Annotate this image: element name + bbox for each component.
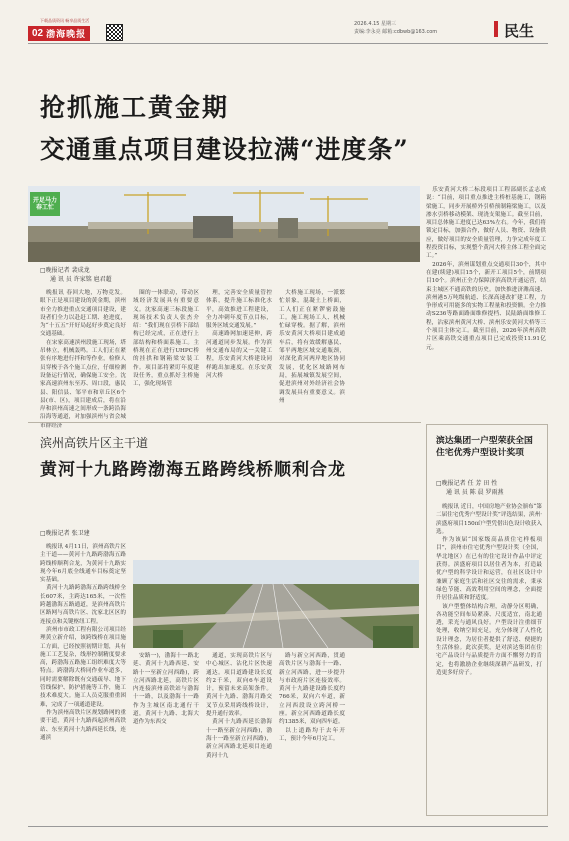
paragraph: 黄河十九路跨渤海五路跨线桥全长607米，主跨达165米，一次性跨越渤海五路通道，是滨州高铁片区路网与高铁片区、沈家北区区的连接点和关键枢纽工程。	[40, 585, 126, 625]
sidebar-byline	[436, 479, 544, 497]
lead-column-1	[40, 289, 126, 429]
paragraph: 以上道路均于去年开工，预计今年6月完工。	[279, 727, 345, 742]
section-title: 民生	[504, 22, 535, 40]
lead-byline	[40, 266, 128, 284]
second-column-1	[40, 543, 126, 815]
page-number-box	[28, 26, 90, 41]
sidebar-body	[436, 503, 542, 811]
paragraph: 在宋家高速滨州段施工现场，塔吊林立，机械轰鸣。工人们正在紧张有序地进行拌和等作业，检修人员穿梭于各个施工点位，仔细检测设备运行情况，确保施工安全。沈家高速滨州东至苏、周口段，惠民县、阳信县、邹平市和章丘区6个县(市、区)，项目建成后，将在沿岸和滨州高速之间形成一条跨沿海沿海等通道，对加强滨州与省会城市群经济	[40, 339, 126, 429]
newspaper-logo: 渤海晚报	[46, 30, 87, 40]
paragraph: 晚报讯 近日，中国房地产业协会颁布“第二届住宅优秀户型设计奖”评选结果，滨州·滨盛府项目150㎡户型凭借出色设计收获入选。	[436, 504, 542, 535]
lead-headline-2: 交通重点项目建设拉满“进度条”	[40, 135, 409, 164]
paragraph: 2026年，滨州谋划重点交通项目30个，其中在建(续建)项目15个，新开工项目5个，前期项目10个。滨州正全力保障济滨高铁开通运营，结束主城区不通高铁的历史。加快推进济潍高速、滨州港5万吨级航道、长深高速改扩建工程，力争形成可用能多的实物工程量和投资额。全力推动S236等路面路面维修提档、民陆路面维修工程，沾家滨州黄河大桥、滨州乐安黄河大桥等三个项目主体完工。截至目前，2026年滨州高铁片区乘高铁交通重点项目已完成投资11.91亿元。	[426, 261, 546, 351]
paragraph: 晚报讯 春回大地，万物竞发。眼下正是项目建设的黄金期，滨州市全力推进重点交通项目建设，建设者们全力以赴赶工期、抢进度，为“十五五”开好局起好步奠定良好交通基础。	[40, 290, 126, 338]
paragraph: 路与新立河西路，贯通高铁片区与渤海十一路、新立河西路，进一步提升与市政府片区连接效率。黄河十九路建设路长度约766米，双向六车道，新立河西段设立跨河桥一座。新立河西路道路长度约1385米，双向四车道。	[279, 653, 345, 726]
bridge-aerial-photo	[133, 560, 419, 648]
bridge-aerial-art	[133, 560, 419, 648]
header-rule	[28, 43, 548, 44]
paragraph: 黄河十九路西延长渤海十一路至新立河西路)，渤海十一路至新立河西路)，新立河西路北延项目连通黄河十九	[206, 719, 272, 759]
lead-column-5	[426, 186, 546, 418]
paragraph: 该户型整体结构合理，动静分区明确，各功能空间布局紧凑、尺度适宜，南北通透，采光与通风良好。户型设计注重细节处理，收纳空间充足，充分体现了人性化设计理念，为居住者提供了舒适、便捷的生活体验。此次获奖，是对滨达集团在住宅产品设计与品质提升方面不懈努力的肯定，也将激励企业继续深耕产品研发，打造更多好房子。	[436, 603, 542, 676]
second-column-4	[279, 652, 345, 816]
construction-photo	[28, 186, 420, 262]
lead-column-2: 圈的一体联动，带动区域经济发展具有重要意义。沈家高速三标段施工现场技术负责人张杰介绍：“我们现在引桥下部结构已经完成，正在进行上部结构和桥面系施工。主桥现在正在进行UHPC桥的挂拱和钢箱梁安装工作。项目部将紧盯年度建设任务，重点抓好主桥施工，强化现场管	[133, 290, 199, 388]
paragraph: 晚报讯 4月11日，滨州高铁片区主干道——黄河十九路跨渤海五路跨线桥顺利合龙，为黄河十九路实现今年6月底全线通车目标奠定坚实基础。	[40, 544, 126, 584]
paragraph: 滨州市市政工程有限公司项目经理黄立新介绍，该跨线桥在项目施工方面，已经按照初期计划，具有施工工艺复杂，线形控制精度要求高，跨渤海五路施工组织难度大等特点。跨渤海大桥同作业车道多，同时需要解除既有交通疏导、地下管线保护、防护措施等工作，施工技术难度大。施工人员克服重重困难，完成了一项通道建设。	[40, 626, 126, 708]
second-column-2: 安路一)，渤海十一路北延、黄河十九路西延、安路十一至新立河西路)，跨立河西路北延，高铁片区内连接滨州高铁站与渤海十一路，以及渤海十一路作为主城区南北通行干道，黄河十九路、北海大道作为东西交	[133, 653, 199, 726]
sidebar-byline-correspondent: 通 讯 员 陈 晨 罗雨燕	[446, 489, 504, 496]
lead-byline-reporter: □晚报记者 裴成龙	[40, 267, 90, 274]
construction-photo-art	[28, 186, 420, 262]
lead-column-4: 大桥施工现场，一派繁忙景象，混凝土上桥面，工人们正在紧锣密鼓施工。施工现场工人、机械忙碌穿梭。据了解，滨州乐安黄河大桥项目建成通车后，将有效缓解惠民、邹平两地区域交通瓶颈，对深化黄河两岸地区协同发展，优化区域路网布局，拓展城镇发展空间，促进滨州对外经济社会协调发展具有重要意义。滨州	[279, 290, 345, 404]
second-kicker: 滨州高铁片区主干道	[40, 436, 149, 450]
paragraph: 高速路网加速延伸，跨河通道同步发展。作为滨州交通布局的又一关键工程，乐安黄河大桥建设同样跑出加速度。在乐安黄河大桥	[206, 331, 272, 379]
section-marker	[494, 21, 498, 37]
issue-date: 2026.4.15 星期三	[354, 21, 397, 27]
qr-code-icon	[106, 24, 123, 41]
article-divider	[28, 422, 421, 423]
footer-rule	[28, 826, 548, 827]
sidebar-byline-reporter: □晚报记者 任 芳 田 性	[436, 480, 498, 487]
lead-headline-1: 抢抓施工黄金期	[40, 93, 230, 122]
sidebar-headline: 滨达集团一户型荣获全国住宅优秀户型设计奖项	[436, 436, 533, 458]
paragraph: 作为滨州高铁片区规划路网的重要干道，黄河十九路西起滨州高铁站、东至黄河十九路西延长线，连通滨	[40, 709, 126, 741]
second-byline: □晚报记者 张卫建	[40, 530, 90, 537]
second-headline: 黄河十九路跨渤海五路跨线桥顺利合龙	[40, 460, 346, 480]
second-column-3	[206, 652, 272, 816]
page-number: 02	[32, 28, 44, 39]
header-tagline: 下载品质资讯 畅享品质生活	[40, 18, 90, 23]
editor-info: 责编:李永亮 邮箱:cdbwb@163.com	[354, 29, 438, 35]
lead-column-3	[206, 289, 272, 417]
paragraph: 理，完善安全质量管控体系，提升施工标准化水平，高效推进工程建设，全力冲刺年度节点目标，服务区域交通发展。”	[206, 290, 272, 330]
paragraph: 通道，实现高铁片区与中心城区、沾化片区快速通达。项目道路建设长度约2千米，双向6车道设计，预留未来高架条件。黄河十九路、渤海月路交叉节点采用跨线桥设计，提升通行效率。	[206, 653, 272, 718]
lead-byline-correspondent: 通 讯 员 许家铭 扈君超	[50, 276, 112, 283]
paragraph: 作为该届“国家级高品质住宅样板项目”，滨州市住宅优秀户型设计奖（全国，华北地区）在已有的住宅设计作品中评定获得。滨盛府项目以居住者为本，打造最优户型的科学设计和运营，在社区设计中兼顾了家庭生活和社区交往的需求，秉承绿色节能、高效利用空间的理念，全面提升居住品质和舒适度。	[436, 537, 542, 602]
paragraph: 乐安黄河大桥二标段项目工程部副长孟志成说：“目前，项目重点推进主桥桩基施工，钢箱梁施工，同步开展桥外引桥预制箱梁施工，以及渗水引桥移动模架、现浇支架施工。截至目前，项目总体施工进度已达63%左右。今年，我们将锁定目标，加强合作，做好人员、物资、设备供应，做好项目的安全质量管理，力争完成年度工程投资目标，实现整个黄河大桥主体工程全面完工。”	[426, 187, 546, 260]
column-tag: 开足马力 春工忙	[30, 192, 60, 216]
